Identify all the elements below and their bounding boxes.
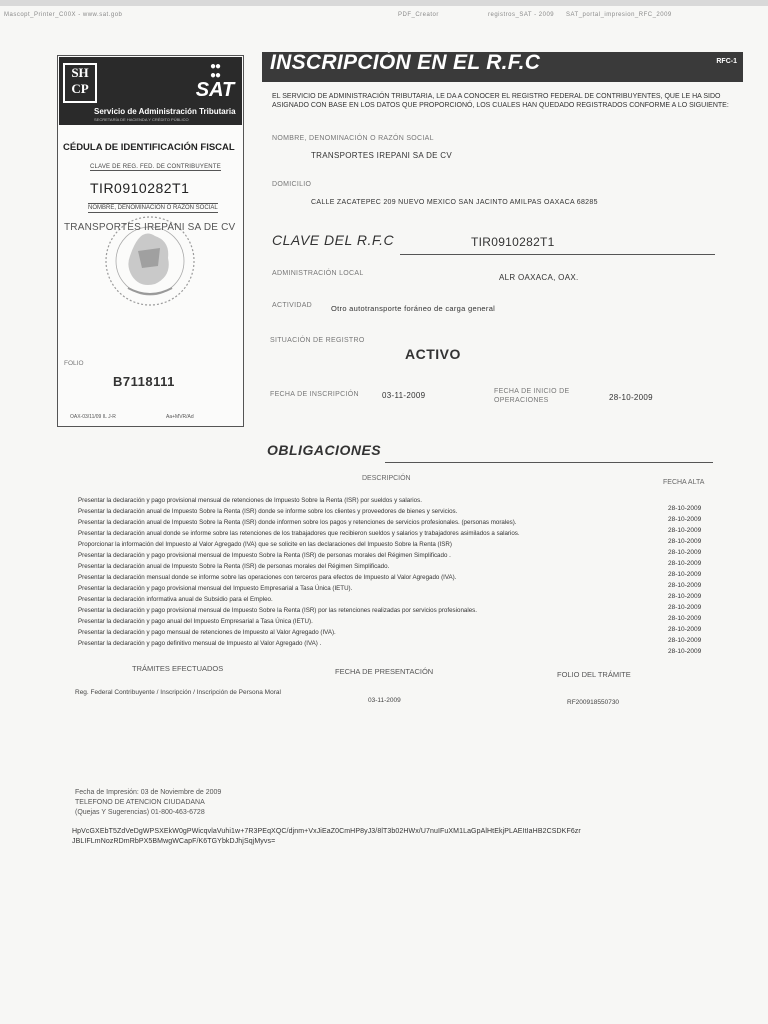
obligacion-date: 28-10-2009 [668,604,702,611]
scan-header-middle-1: PDF_Creator [398,12,439,18]
clave-label: CLAVE DEL R.F.C [272,232,395,248]
tramites-header: TRÁMITES EFECTUADOS [132,664,224,673]
obligacion-date: 28-10-2009 [668,505,702,512]
obligacion-date: 28-10-2009 [668,527,702,534]
quejas-telefono: (Quejas Y Sugerencias) 01-800-463-6728 [75,809,205,816]
obligacion-item: Presentar la declaración anual de Impuesto Sobre la Renta (ISR) de personas morales del Régimen Simplificado. [78,563,390,570]
tramite-fecha: 03-11-2009 [368,697,401,704]
obligacion-date: 28-10-2009 [668,648,702,655]
obligacion-item: Presentar la declaración y pago provisional mensual del Impuesto Empresarial a Tasa Única (IETU). [78,585,353,592]
card-title: CÉDULA DE IDENTIFICACIÓN FISCAL [63,142,235,153]
obligacion-date: 28-10-2009 [668,538,702,545]
obligacion-item: Presentar la declaración y pago anual del Impuesto Empresarial a Tasa Única (IETU). [78,618,313,625]
clave-value: TIR0910282T1 [471,235,555,249]
actividad-value: Otro autotransporte foráneo de carga general [331,304,496,313]
obligacion-item: Presentar la declaración informativa anual de Subsidio para el Empleo. [78,596,273,603]
card-agency: Servicio de Administración Tributaria [94,107,236,116]
admin-label: ADMINISTRACIÓN LOCAL [272,270,364,277]
sat-logo: ●● ●● SAT [191,62,239,104]
obligaciones-title: OBLIGACIONES [267,442,382,458]
fecha-inicio-value: 28-10-2009 [609,393,653,402]
card-rfc-label: CLAVE DE REG. FED. DE CONTRIBUYENTE [90,164,221,170]
obligacion-item: Proporcionar la información del Impuesto al Valor Agregado (IVA) que se solicite en las declaraciones del Impuesto Sobre la Renta (ISR) [78,541,452,548]
situacion-label: SITUACIÓN DE REGISTRO [270,337,365,344]
fecha-alta-header: FECHA ALTA [663,479,705,486]
obligacion-item: Presentar la declaración y pago provisional mensual de retenciones de Impuesto Sobre la Renta (ISR) por sueldos y salarios. [78,497,422,504]
nombre-label: NOMBRE, DENOMINACIÓN O RAZÓN SOCIAL [272,135,434,142]
obligacion-item: Presentar la declaración y pago mensual de retenciones de Impuesto al Valor Agregado (IVA). [78,629,336,636]
card-agency-sub: SECRETARÍA DE HACIENDA Y CRÉDITO PÚBLICO [94,117,189,122]
shcp-logo: SH CP [63,63,97,103]
cadena-original-line-1: HpVcGXEbT5ZdVeDgWPSXEkW0gPWicqvlaVuhi1w+7R3PEqXQC/djnm+VxJiEaZ0CmHP8yJ3/8lT3b02HWx/U7nuIFuXM1LaGpAlHtEkjPLAEItIaHB2CSDKF6zr [72,828,581,835]
obligacion-date: 28-10-2009 [668,516,702,523]
card-folio: B7118111 [113,374,175,389]
obligacion-date: 28-10-2009 [668,626,702,633]
obligacion-item: Presentar la declaración mensual donde se informe sobre las operaciones con terceros para efectos de Impuesto al Valor Agregado (IVA). [78,574,457,581]
obligaciones-underline [385,462,713,463]
scan-header-left: Mascopt_Printer_C00X - www.sat.gob [4,12,123,18]
sat-dots-icon: ●● ●● [209,61,221,81]
card-header [59,57,242,125]
folio-tramite-header: FOLIO DEL TRÁMITE [557,670,631,679]
obligacion-item: Presentar la declaración anual de Impuesto Sobre la Renta (ISR) donde se informe sobre los clientes y proveedores de bienes y servicios. [78,508,458,515]
obligacion-date: 28-10-2009 [668,549,702,556]
actividad-label: ACTIVIDAD [272,302,313,309]
nombre-value: TRANSPORTES IREPANI SA DE CV [311,151,453,160]
card-folio-label: FOLIO [64,360,84,367]
card-footer-code: OAX-03/11/09 IL J-R [70,414,116,420]
descripcion-header: DESCRIPCIÓN [362,475,411,482]
obligacion-item: Presentar la declaración anual de Impuesto Sobre la Renta (ISR) donde informen sobre los pagos y retenciones de servicios profesionales. (personas morales). [78,519,517,526]
scan-header-middle-2: registros_SAT - 2009 [488,12,555,18]
obligacion-item: Presentar la declaración anual donde se informe sobre las retenciones de los trabajadores que recibieron sueldos y salarios y trabajadores asimilados a salarios. [78,530,520,537]
intro-text: EL SERVICIO DE ADMINISTRACIÓN TRIBUTARIA, LE DA A CONOCER EL REGISTRO FEDERAL DE CONTRIBUYENTES, QUE LE HA SIDO ASIGNADO CON BASE EN LOS DATOS QUE PROPORCIONÓ, LOS CUALES HAN QUEDADO REGISTRADOS CONFORME A LO SIGUIENTE: [272,93,729,109]
cedula-card [57,55,244,427]
domicilio-label: DOMICILIO [272,181,312,188]
fecha-impresion: Fecha de Impresión: 03 de Noviembre de 2009 [75,789,222,796]
obligacion-date: 28-10-2009 [668,593,702,600]
scan-top-edge [0,0,768,6]
card-footer-initials: Aa+MVR/Ad [166,414,194,420]
scan-header-right: SAT_portal_impresion_RFC_2009 [566,12,672,18]
obligacion-date: 28-10-2009 [668,560,702,567]
situacion-value: ACTIVO [405,346,461,362]
tramite-description: Reg. Federal Contribuyente / Inscripción / Inscripción de Persona Moral [75,689,281,696]
obligacion-date: 28-10-2009 [668,582,702,589]
fecha-presentacion-header: FECHA DE PRESENTACIÓN [335,667,434,676]
obligacion-date: 28-10-2009 [668,615,702,622]
obligacion-date: 28-10-2009 [668,637,702,644]
obligacion-item: Presentar la declaración y pago definitivo mensual de Impuesto al Valor Agregado (IVA) . [78,640,322,647]
page-title: INSCRIPCIÓN EN EL R.F.C [270,51,541,74]
admin-value: ALR OAXACA, OAX. [499,273,579,282]
card-name: TRANSPORTES IREPANI SA DE CV [64,222,236,233]
obligacion-item: Presentar la declaración y pago provisional mensual de Impuesto Sobre la Renta (ISR) de personas morales del Régimen Simplificado . [78,552,451,559]
clave-underline [400,254,715,255]
form-code: RFC-1 [716,58,737,65]
title-banner [262,52,743,82]
tramite-folio: RF200918550730 [567,699,620,706]
fecha-inicio-label: FECHA DE INICIO DE OPERACIONES [494,388,570,404]
card-rfc: TIR0910282T1 [90,180,190,196]
obligacion-item: Presentar la declaración y pago provisional mensual de Impuesto Sobre la Renta (ISR) por las retenciones realizadas por servicios profesionales. [78,607,477,614]
telefono-atencion: TELEFONO DE ATENCION CIUDADANA [75,799,205,806]
cadena-original-line-2: JBLIFLmNozRDmRbPX5BMwgWCapF/K6TGYbkDJhjSqjMyvs= [72,838,276,845]
national-seal-icon [100,196,200,326]
fecha-inscripcion-label: FECHA DE INSCRIPCIÓN [270,391,359,398]
fecha-inscripcion-value: 03-11-2009 [382,391,426,400]
card-name-label: NOMBRE, DENOMINACIÓN O RAZÓN SOCIAL [88,205,218,211]
obligacion-date: 28-10-2009 [668,571,702,578]
domicilio-value: CALLE ZACATEPEC 209 NUEVO MEXICO SAN JACINTO AMILPAS OAXACA 68285 [311,199,598,206]
